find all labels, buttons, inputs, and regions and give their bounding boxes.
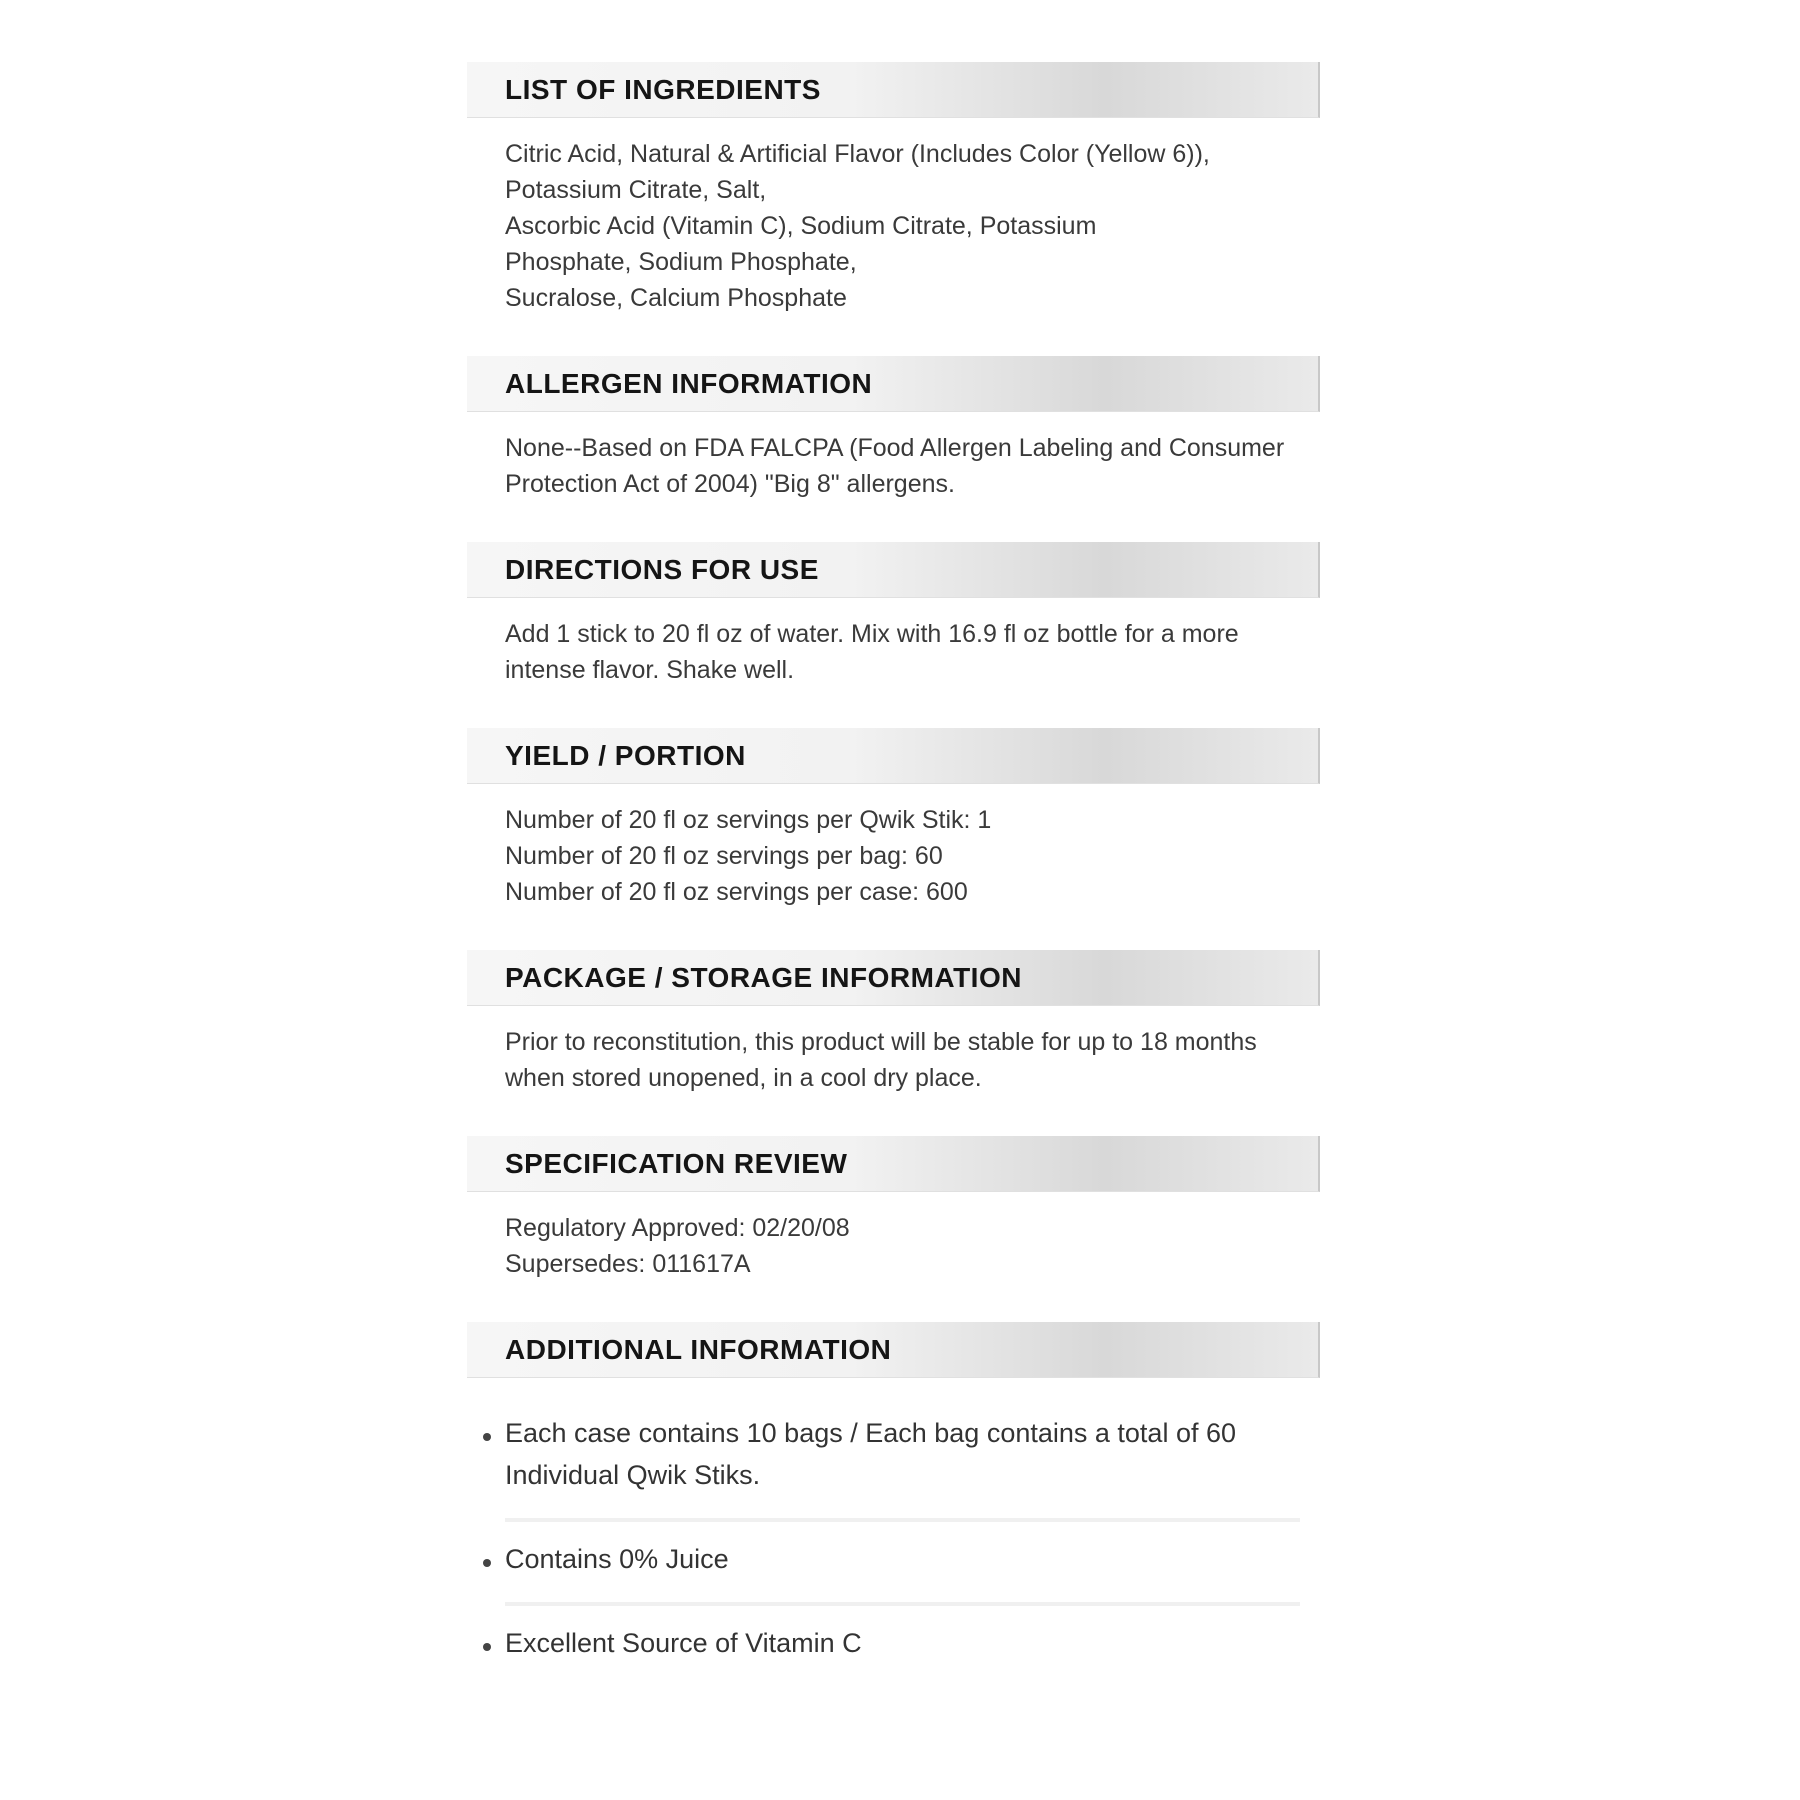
section-title: PACKAGE / STORAGE INFORMATION [505,961,1022,993]
ingredients-line: Ascorbic Acid (Vitamin C), Sodium Citrate, Potassium [505,212,1097,240]
section-additional [467,1322,1320,1686]
list-item: Excellent Source of Vitamin C [505,1606,1300,1686]
section-body [467,1006,1320,1096]
section-body [467,1192,1320,1282]
spec-sheet [467,62,1320,1726]
list-item: Contains 0% Juice [505,1522,1300,1606]
section-body [467,412,1320,502]
directions-text: Add 1 stick to 20 fl oz of water. Mix with 16.9 fl oz bottle for a more intense flavor. Shake well. [505,620,1239,684]
section-header [467,728,1320,784]
section-title: ALLERGEN INFORMATION [505,367,873,399]
section-ingredients [467,62,1320,316]
section-allergen [467,356,1320,502]
section-yield [467,728,1320,910]
section-storage [467,950,1320,1096]
section-title: LIST OF INGREDIENTS [505,73,821,105]
yield-line: Number of 20 fl oz servings per Qwik Stik: 1 [505,806,992,834]
ingredients-line: Citric Acid, Natural & Artificial Flavor (Includes Color (Yellow 6)), [505,140,1210,168]
section-title: DIRECTIONS FOR USE [505,553,819,585]
storage-text: Prior to reconstitution, this product will be stable for up to 18 months when stored unopened, in a cool dry place. [505,1028,1257,1092]
section-header [467,356,1320,412]
section-header [467,1136,1320,1192]
section-title: ADDITIONAL INFORMATION [505,1333,892,1365]
section-directions [467,542,1320,688]
yield-line: Number of 20 fl oz servings per bag: 60 [505,842,943,870]
section-header [467,950,1320,1006]
spec-review-line: Regulatory Approved: 02/20/08 [505,1214,850,1242]
section-spec-review [467,1136,1320,1282]
additional-info-list [467,1396,1320,1686]
section-body [467,784,1320,910]
section-header [467,542,1320,598]
section-title: SPECIFICATION REVIEW [505,1147,848,1179]
yield-line: Number of 20 fl oz servings per case: 600 [505,878,968,906]
spec-review-line: Supersedes: 011617A [505,1250,751,1278]
list-item: Each case contains 10 bags / Each bag contains a total of 60 Individual Qwik Stiks. [505,1396,1300,1522]
section-header [467,62,1320,118]
ingredients-line: Potassium Citrate, Salt, [505,176,767,204]
section-body [467,1378,1320,1686]
ingredients-line: Sucralose, Calcium Phosphate [505,284,847,312]
allergen-text: None--Based on FDA FALCPA (Food Allergen Labeling and Consumer Protection Act of 2004) "Big 8" allergens. [505,434,1285,498]
section-header [467,1322,1320,1378]
ingredients-line: Phosphate, Sodium Phosphate, [505,248,857,276]
section-body [467,118,1320,316]
section-title: YIELD / PORTION [505,739,746,771]
section-body [467,598,1320,688]
